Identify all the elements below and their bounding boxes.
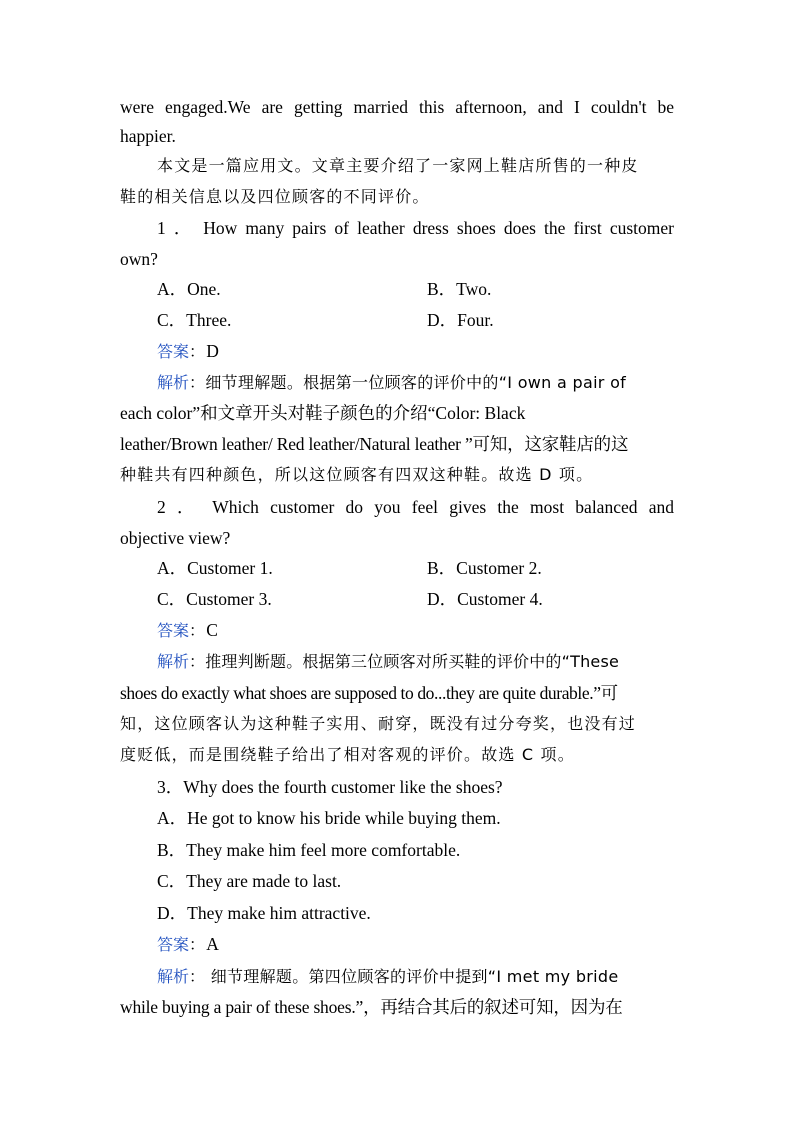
q2-option-b: B．Customer 2. <box>427 558 542 578</box>
q2-option-a: A．Customer 1. <box>157 558 273 578</box>
continuation-line-1: were engaged.We are getting married this afternoon, and I couldn't be <box>120 97 674 117</box>
q3-answer-label: 答案 <box>157 935 190 954</box>
q2-analysis-text-1: ：推理判断题。根据第三位顾客对所买鞋的评价中的“These <box>189 652 620 671</box>
q3-option-d: D．They make him attractive. <box>157 903 371 923</box>
q1-analysis-line-1 <box>157 370 674 395</box>
q2-answer-sep: ： <box>189 621 207 640</box>
q2-analysis-line-4: 度贬低，而是围绕鞋子给出了相对客观的评价。故选 C 项。 <box>120 745 575 764</box>
q2-analysis-line-1 <box>157 649 674 674</box>
q1-analysis-label: 解析 <box>157 373 190 392</box>
q1-stem-line-1: 1 ． How many pairs of leather dress shoes does the first customer <box>157 218 674 238</box>
q1-answer-sep: ： <box>189 342 207 361</box>
continuation-line-2: happier. <box>120 126 176 146</box>
summary-line-2: 鞋的相关信息以及四位顾客的不同评价。 <box>120 187 430 206</box>
q1-stem-line-2: own? <box>120 249 158 269</box>
q3-option-b: B．They make him feel more comfortable. <box>157 840 461 860</box>
q2-analysis-line-3: 知，这位顾客认为这种鞋子实用、耐穿，既没有过分夸奖，也没有过 <box>120 714 637 733</box>
q1-answer-value: D <box>206 341 219 361</box>
q2-stem-line-2: objective view? <box>120 528 231 548</box>
q3-analysis-line-2: while buying a pair of these shoes.”，再结合其后的叙述可知，因为在 <box>120 997 623 1017</box>
q2-analysis-label: 解析 <box>157 652 190 671</box>
q2-option-d: D．Customer 4. <box>427 589 543 609</box>
q3-answer-sep: ： <box>189 935 207 954</box>
q1-option-b: B．Two. <box>427 279 492 299</box>
q2-answer-value: C <box>206 620 218 640</box>
q1-option-a: A．One. <box>157 279 221 299</box>
q1-analysis-line-2: each color”和文章开头对鞋子颜色的介绍“Color: Black <box>120 403 526 423</box>
q2-answer-label: 答案 <box>157 621 190 640</box>
q2-stem-line-1: 2 ． Which customer do you feel gives the most balanced and <box>157 497 674 517</box>
q3-analysis-label: 解析 <box>157 967 190 986</box>
q2-option-c: C．Customer 3. <box>157 589 272 609</box>
q1-answer <box>157 339 674 364</box>
q3-analysis-line-1 <box>157 964 674 989</box>
q1-analysis-text-1: ：细节理解题。根据第一位顾客的评价中的“I own a pair of <box>189 373 627 392</box>
q3-option-a: A．He got to know his bride while buying them. <box>157 808 501 828</box>
q1-analysis-line-3: leather/Brown leather/ Red leather/Natural leather ”可知，这家鞋店的这 <box>120 434 629 454</box>
q3-answer <box>157 932 674 957</box>
summary-line-1: 本文是一篇应用文。文章主要介绍了一家网上鞋店所售的一种皮 <box>157 156 639 175</box>
q1-analysis-line-4: 种鞋共有四种颜色，所以这位顾客有四双这种鞋。故选 D 项。 <box>120 465 594 484</box>
q1-answer-label: 答案 <box>157 342 190 361</box>
q3-stem: 3．Why does the fourth customer like the shoes? <box>157 777 503 797</box>
q2-analysis-line-2: shoes do exactly what shoes are supposed to do...they are quite durable.”可 <box>120 683 618 703</box>
q2-answer <box>157 618 674 643</box>
q1-option-c: C．Three. <box>157 310 232 330</box>
q3-analysis-text-1: ： 细节理解题。第四位顾客的评价中提到“I met my bride <box>189 967 619 986</box>
q3-option-c: C．They are made to last. <box>157 871 342 891</box>
q1-option-d: D．Four. <box>427 310 494 330</box>
q3-answer-value: A <box>206 934 219 954</box>
